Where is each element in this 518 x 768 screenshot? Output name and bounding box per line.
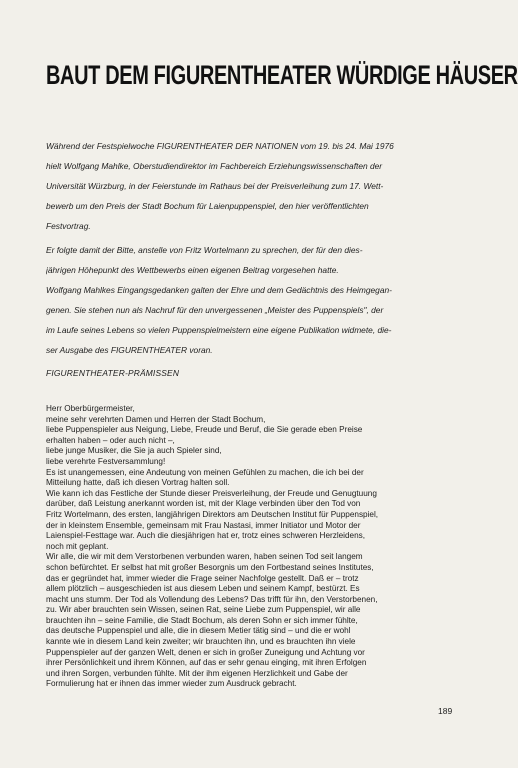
intro-line: bewerb um den Preis der Stadt Bochum für Laienpuppenspiel, den hier veröffentlichten — [46, 201, 369, 211]
speech-line: das er gegründet hat, immer wieder die Frage seiner Nachfolge gestellt. Daß er – trotz — [46, 573, 359, 583]
intro-line: jährigen Höhepunkt des Wettbewerbs einen eigenen Beitrag vorgesehen hatte. — [46, 265, 339, 275]
speech-line: erhalten haben – oder auch nicht –, — [46, 435, 175, 445]
speech-line: Mitteilung hatte, daß ich diesen Vortrag halten soll. — [46, 478, 230, 488]
speech-line: und ihren Sorgen, verbunden fühlte. Mit der ihm eigenen Herzlichkeit und Gabe der — [46, 668, 348, 678]
speech-line: kannte wie in diesem Land kein zweiter; wir brauchten ihn, und es brauchten ihn viele — [46, 637, 356, 647]
speech-line: das deutsche Puppenspiel und alle, die in diesem Metier tätig sind – und die er wohl — [46, 626, 351, 636]
speech-line: Formulierung hat er ihnen das immer wieder zum Ausdruck gebracht. — [46, 679, 297, 689]
speech-line: ihrer Persönlichkeit und ihrem Können, auf das er sehr genau einging, mit ihren Erfolgen — [46, 658, 367, 668]
section-heading: FIGURENTHEATER-PRÄMISSEN — [46, 368, 180, 378]
page-number: 189 — [438, 706, 453, 716]
intro-paragraph-2 — [46, 240, 466, 360]
speech-line: meine sehr verehrten Damen und Herren der Stadt Bochum, — [46, 414, 266, 424]
intro-line: im Laufe seines Lebens so vielen Puppenspielmeistern eine eigene Publikation widmete, die- — [46, 325, 392, 335]
speech-line: Es ist unangemessen, eine Andeutung von meinen Gefühlen zu machen, die ich bei der — [46, 467, 364, 477]
speech-line: Laienspiel-Festtage war. Auch die diesjährigen hat er, trotz eines schweren Herzleidens, — [46, 531, 366, 541]
speech-line: Herr Oberbürgermeister, — [46, 404, 135, 413]
intro-line: hielt Wolfgang Mahlke, Oberstudiendirektor im Fachbereich Erziehungswissenschaften der — [46, 161, 383, 171]
speech-line: macht uns stumm. Der Tod als Vollendung des Lebens? Das trifft für ihn, den Verstorbenen, — [46, 594, 378, 604]
speech-line: allem plötzlich – ausgeschieden ist aus diesem Leben und seinem Kampf, bestürzt. Es — [46, 584, 360, 594]
speech-line: der in kleinstem Ensemble, gemeinsam mit Frau Nastasi, immer Initiator und Motor der — [46, 520, 361, 530]
speech-text — [46, 404, 474, 690]
speech-line: schon befürchtet. Er selbst hat mit großer Besorgnis um den Fortbestand seines Institutes, — [46, 562, 374, 572]
speech-line: Puppenspieler auf der ganzen Welt, denen er sich in großer Zuneigung und Achtung vor — [46, 647, 365, 657]
speech-line: noch mit geplant. — [46, 541, 109, 551]
intro-line: Während der Festspielwoche FIGURENTHEATER DER NATIONEN vom 19. bis 24. Mai 1976 — [46, 141, 394, 151]
speech-line: darüber, daß Leistung anerkannt worden ist, mit der Klage verbinden über den Tod von — [46, 499, 361, 509]
speech-line: Wie kann ich das Festliche der Stunde dieser Preisverleihung, der Freude und Genugtuung — [46, 488, 377, 498]
speech-line: brauchten ihn – seine Familie, die Stadt Bochum, als deren Sohn er sich immer fühlte, — [46, 615, 358, 625]
intro-line: genen. Sie stehen nun als Nachruf für den unvergessenen „Meister des Puppenspiels", der — [46, 305, 384, 315]
intro-line: Wolfgang Mahlkes Eingangsgedanken galten der Ehre und dem Gedächtnis des Heimgegan- — [46, 285, 392, 295]
speech-line: Fritz Wortelmann, des ersten, langjährigen Direktors am Deutschen Institut für Puppenspiel, — [46, 509, 379, 519]
intro-text — [46, 136, 466, 364]
speech-line: zu. Wir aber brauchten sein Wissen, seinen Rat, seine Liebe zum Puppenspiel, wir alle — [46, 605, 361, 615]
speech-line: liebe junge Musiker, die Sie ja auch Spieler sind, — [46, 446, 222, 456]
intro-line: ser Ausgabe des FIGURENTHEATER voran. — [46, 345, 213, 355]
intro-paragraph-1 — [46, 136, 466, 236]
intro-line: Festvortrag. — [46, 221, 91, 231]
speech-line: liebe Puppenspieler aus Neigung, Liebe, Freude und Beruf, die Sie gerade eben Preise — [46, 425, 363, 435]
intro-line: Er folgte damit der Bitte, anstelle von Fritz Wortelmann zu sprechen, der für den dies- — [46, 245, 363, 255]
intro-line: Universität Würzburg, in der Feierstunde im Rathaus bei der Preisverleihung zum 17. Wett- — [46, 181, 384, 191]
speech-line: Wir alle, die wir mit dem Verstorbenen verbunden waren, haben seinen Tod seit langem — [46, 552, 363, 562]
speech-line: liebe verehrte Festversammlung! — [46, 456, 166, 466]
article-title: BAUT DEM FIGURENTHEATER WÜRDIGE HÄUSER — [46, 60, 518, 90]
